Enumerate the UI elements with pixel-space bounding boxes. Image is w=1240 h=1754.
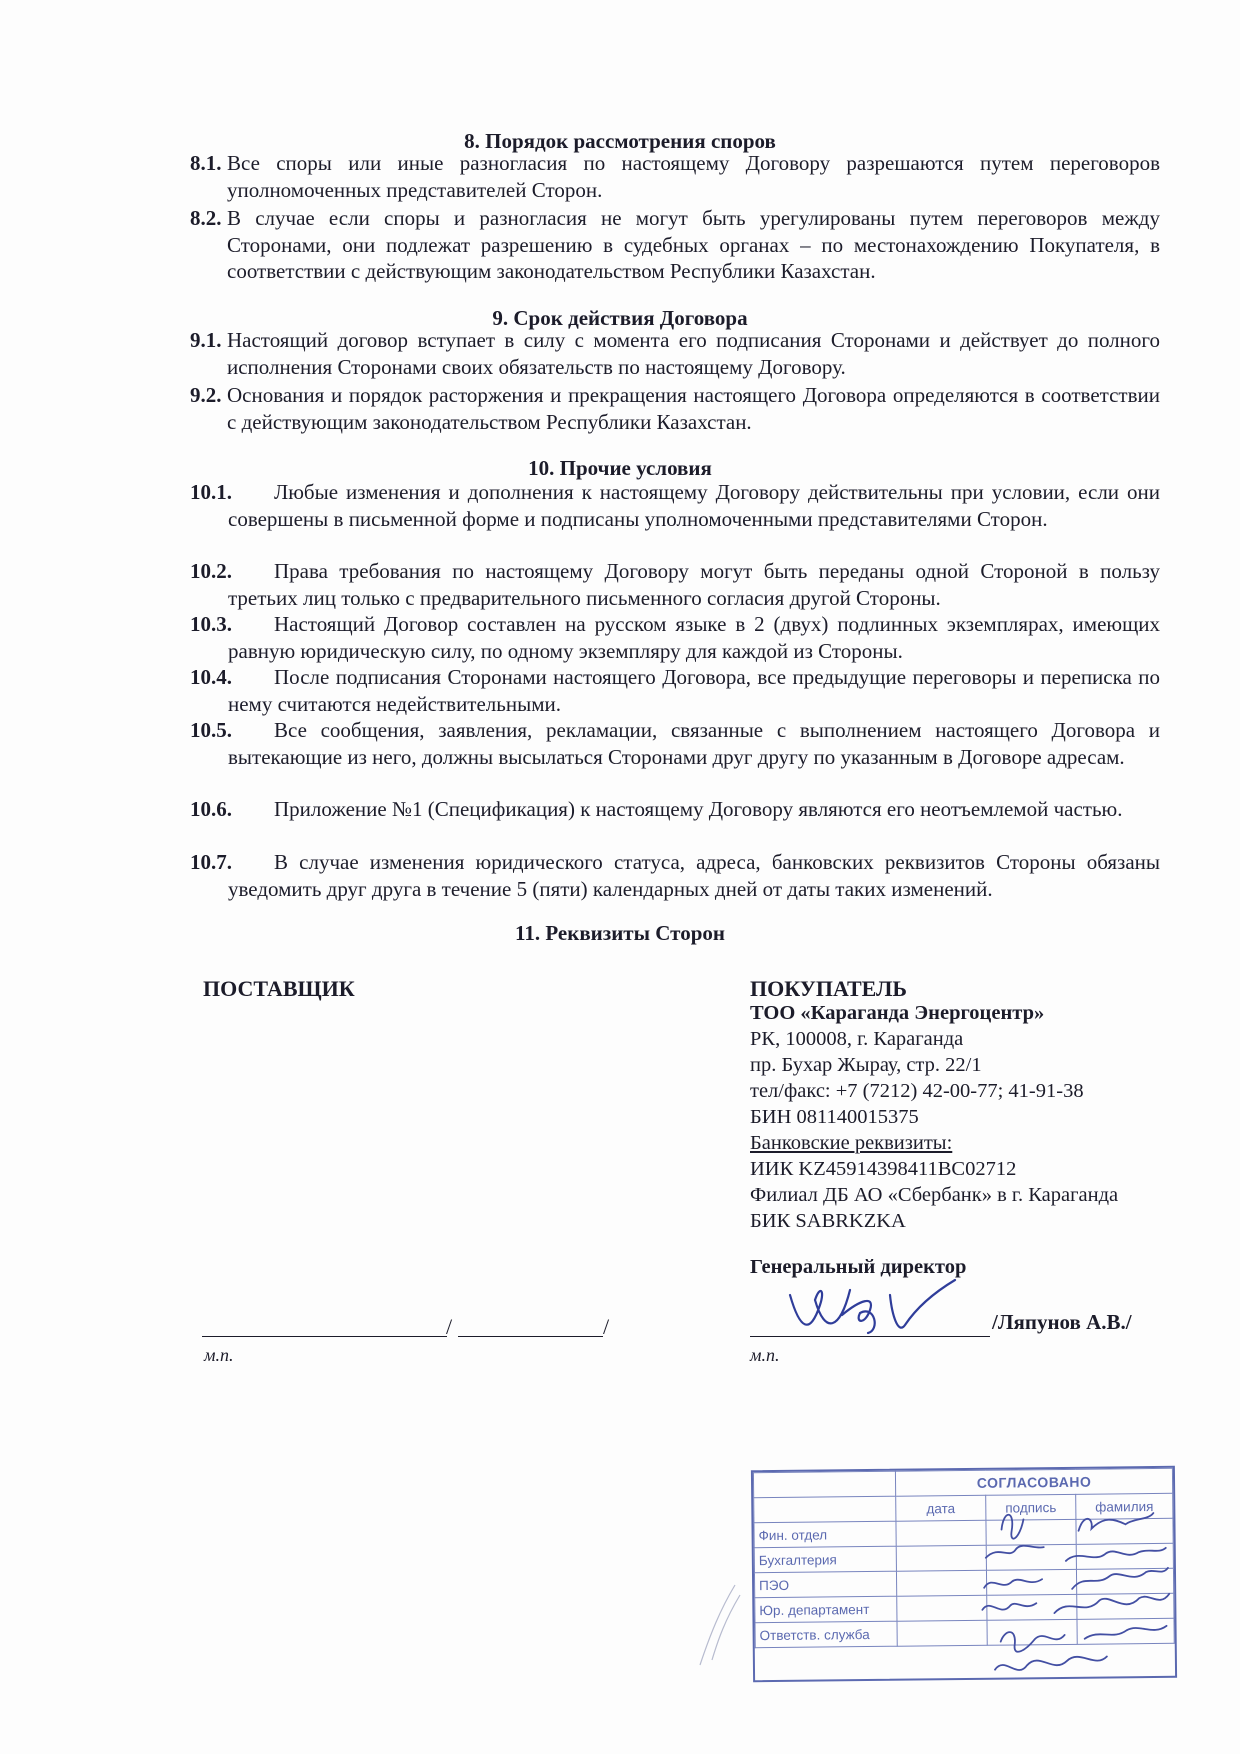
clause-10-7 [190, 849, 1160, 902]
clause-number: 10.1. [190, 480, 232, 504]
buyer-address-line-1: РК, 100008, г. Караганда [750, 1028, 964, 1050]
clause-text: После подписания Сторонами настоящего Договора, все предыдущие переговоры и переписка по нему считаются недействительными. [228, 665, 1160, 716]
section-9-title: 9. Срок действия Договора [492, 306, 748, 330]
buyer-signer-name: /Ляпунов А.В./ [992, 1310, 1132, 1334]
buyer-stamp-place: м.п. [750, 1345, 780, 1365]
clause-number: 10.3. [190, 612, 232, 636]
stamp-row-peo: ПЭО [754, 1571, 896, 1597]
buyer-bik: БИК SABRKZKA [750, 1210, 906, 1232]
clause-10-5 [190, 717, 1160, 770]
clause-text: В случае если споры и разногласия не могут быть урегулированы путем переговоров между Сторонами, они подлежат разрешению в судебных органах – по местонахождению Покупателя, в соответствии с действующим законодательством Республики Казахстан. [227, 206, 1160, 283]
clause-number: 10.7. [190, 850, 232, 874]
buyer-address-line-2: пр. Бухар Жырау, стр. 22/1 [750, 1054, 982, 1076]
buyer-bank: Филиал ДБ АО «Сбербанк» в г. Караганда [750, 1184, 1119, 1206]
clause-10-6 [190, 796, 1160, 823]
signature-slash: / [603, 1314, 610, 1339]
clause-9-1 [190, 327, 1160, 380]
clause-text: Настоящий договор вступает в силу с момента его подписания Сторонами и действует до полного исполнения Сторонами своих обязательств по настоящему Договору. [227, 328, 1160, 379]
clause-8-2 [190, 205, 1160, 285]
stamp-title: СОГЛАСОВАНО [895, 1468, 1172, 1496]
stamp-col-signature: подпись [986, 1494, 1076, 1520]
clause-number: 8.2. [190, 206, 222, 230]
clause-10-1 [190, 479, 1160, 532]
clause-10-2 [190, 558, 1160, 611]
clause-text: Права требования по настоящему Договору могут быть переданы одной Стороной в пользу третьих лиц только с предварительного письменного согласия другой Стороны. [228, 559, 1160, 610]
buyer-iik: ИИК KZ45914398411BC02712 [750, 1158, 1017, 1180]
stamp-corner-cell [754, 1496, 896, 1522]
clause-number: 10.5. [190, 718, 232, 742]
margin-mark [690, 1580, 750, 1670]
stamp-row-accounting: Бухгалтерия [754, 1546, 896, 1572]
director-title: Генеральный директор [750, 1256, 967, 1278]
clause-10-3 [190, 611, 1160, 664]
clause-text: Основания и порядок расторжения и прекращения настоящего Договора определяются в соответствии с действующим законодательством Республики Казахстан. [227, 383, 1160, 434]
signature-slash: / [446, 1314, 453, 1339]
approval-table [753, 1468, 1175, 1648]
stamp-row-finance: Фин. отдел [754, 1521, 896, 1547]
approval-stamp [751, 1466, 1177, 1682]
clause-number: 10.2. [190, 559, 232, 583]
clause-text: Приложение №1 (Спецификация) к настоящему Договору являются его неотъемлемой частью. [274, 797, 1123, 821]
section-11-title: 11. Реквизиты Сторон [515, 921, 725, 945]
stamp-row-legal: Юр. департамент [755, 1596, 897, 1622]
clause-text: Любые изменения и дополнения к настоящему Договору действительны при условии, если они совершены в письменной форме и подписаны уполномоченными представителями Сторон. [228, 480, 1160, 531]
stamp-corner-cell [753, 1471, 895, 1497]
clause-10-4 [190, 664, 1160, 717]
buyer-phone: тел/факс: +7 (7212) 42-00-77; 41-91-38 [750, 1080, 1084, 1102]
buyer-bin: БИН 081140015375 [750, 1106, 919, 1128]
stamp-col-surname: фамилия [1076, 1493, 1173, 1519]
clause-9-2 [190, 382, 1160, 435]
clause-number: 9.2. [190, 383, 222, 407]
buyer-company-name: ТОО «Караганда Энергоцентр» [750, 1002, 1045, 1024]
supplier-signature-line [202, 1336, 447, 1337]
clause-number: 8.1. [190, 151, 222, 175]
clause-number: 9.1. [190, 328, 222, 352]
buyer-bank-heading: Банковские реквизиты: [750, 1132, 953, 1154]
clause-number: 10.4. [190, 665, 232, 689]
section-8-title: 8. Порядок рассмотрения споров [464, 129, 776, 153]
section-10-title: 10. Прочие условия [528, 456, 712, 480]
clause-text: Все споры или иные разногласия по настоящему Договору разрешаются путем переговоров уполномоченных представителей Сторон. [227, 151, 1160, 202]
clause-8-1 [190, 150, 1160, 203]
buyer-heading: ПОКУПАТЕЛЬ [750, 976, 907, 1001]
stamp-col-date: дата [896, 1495, 986, 1521]
clause-number: 10.6. [190, 797, 232, 821]
supplier-stamp-place: м.п. [204, 1345, 234, 1365]
clause-text: В случае изменения юридического статуса, адреса, банковских реквизитов Стороны обязаны уведомить друг друга в течение 5 (пяти) календарных дней от даты таких изменений. [228, 850, 1160, 901]
clause-text: Все сообщения, заявления, рекламации, связанные с выполнением настоящего Договора и вытекающие из него, должны высылаться Сторонами друг другу по указанным в Договоре адресам. [228, 718, 1160, 769]
director-signature [780, 1275, 980, 1343]
supplier-name-line [458, 1336, 603, 1337]
clause-text: Настоящий Договор составлен на русском языке в 2 (двух) подлинных экземплярах, имеющих равную юридическую силу, по одному экземпляру для каждой из Стороны. [228, 612, 1160, 663]
supplier-heading: ПОСТАВЩИК [203, 976, 355, 1001]
stamp-row-responsible: Ответств. служба [755, 1621, 897, 1647]
